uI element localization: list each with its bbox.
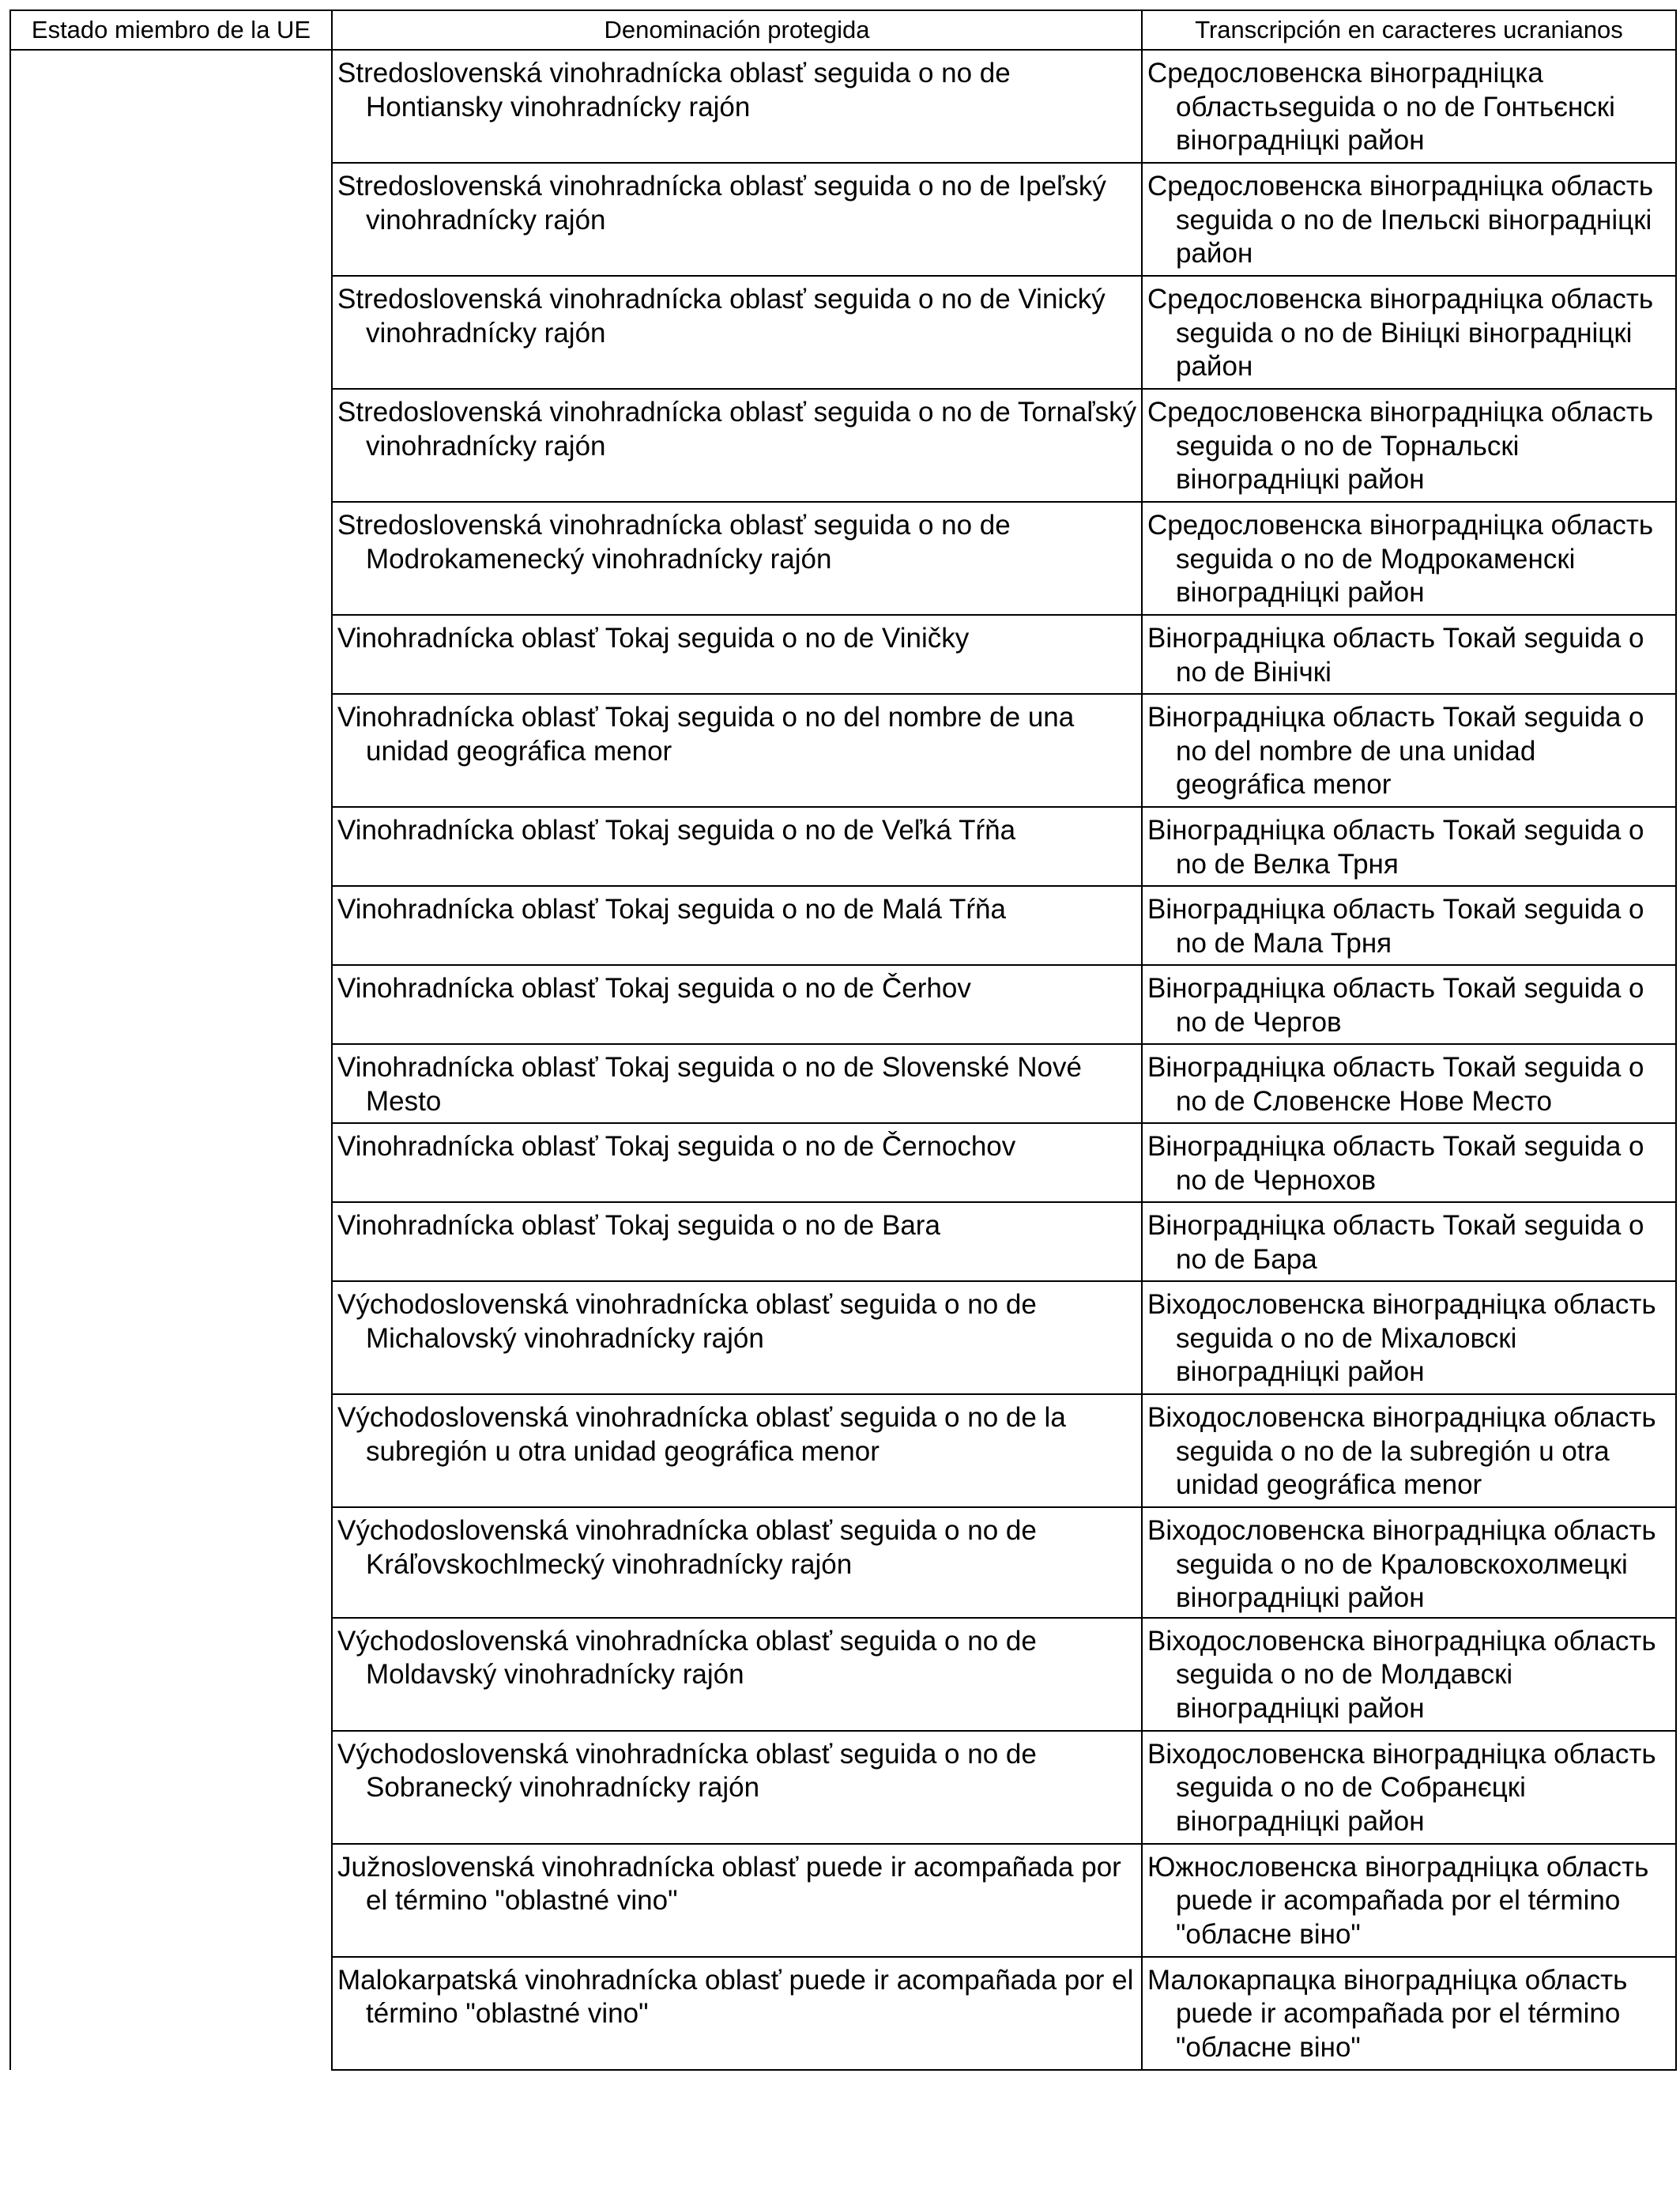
protected-name-cell: Vinohradnícka oblasť Tokaj seguida o no de Bara: [332, 1202, 1142, 1281]
protected-name-cell: Južnoslovenská vinohradnícka oblasť puede ir acompañada por el término "oblastné vino": [332, 1844, 1142, 1957]
transliteration-cell: Малокарпацка віноградніцка область puede ir acompañada por el término "обласне віно": [1142, 1957, 1676, 2070]
transliteration-cell: Средословенска віноградніцка область seguida o no de Вініцкі віноградніцкі район: [1142, 276, 1676, 389]
transliteration-cell: Віноградніцка область Токай seguida o no de Чернохов: [1142, 1123, 1676, 1202]
protected-name-cell: Vinohradnícka oblasť Tokaj seguida o no del nombre de una unidad geográfica menor: [332, 694, 1142, 807]
protected-name-cell: Východoslovenská vinohradnícka oblasť seguida o no de Sobranecký vinohradnícky rajón: [332, 1731, 1142, 1844]
transliteration-cell: Віходословенска віноградніцка область seguida o no de Краловскохолмецкі віноградніцкі район: [1142, 1507, 1676, 1618]
document-page: [9, 9, 1675, 2096]
protected-name-cell: Stredoslovenská vinohradnícka oblasť seguida o no de Hontiansky vinohradnícky rajón: [332, 50, 1142, 163]
protected-name-cell: Stredoslovenská vinohradnícka oblasť seguida o no de Ipeľský vinohradnícky rajón: [332, 163, 1142, 276]
protected-name-cell: Malokarpatská vinohradnícka oblasť puede ir acompañada por el término "oblastné vino": [332, 1957, 1142, 2070]
protected-name-cell: Východoslovenská vinohradnícka oblasť seguida o no de Kráľovskochlmecký vinohradnícky rajón: [332, 1507, 1142, 1618]
table-row: [10, 50, 1676, 163]
protected-name-cell: Vinohradnícka oblasť Tokaj seguida o no de Malá Tŕňa: [332, 886, 1142, 965]
transliteration-cell: Віноградніцка область Токай seguida o no de Мала Трня: [1142, 886, 1676, 965]
transliteration-cell: Віходословенска віноградніцка область seguida o no de Міхаловскі віноградніцкі район: [1142, 1281, 1676, 1394]
protected-name-cell: Vinohradnícka oblasť Tokaj seguida o no de Čerhov: [332, 965, 1142, 1044]
protected-name-cell: Stredoslovenská vinohradnícka oblasť seguida o no de Tornaľský vinohradnícky rajón: [332, 389, 1142, 502]
transliteration-cell: Средословенска віноградніцка область seguida o no de Торнальскі віноградніцкі район: [1142, 389, 1676, 502]
member-state-cell: [10, 50, 332, 2070]
protected-name-cell: Východoslovenská vinohradnícka oblasť seguida o no de la subregión u otra unidad geográfica menor: [332, 1394, 1142, 1507]
transliteration-cell: Віходословенска віноградніцка область seguida o no de Собранєцкі віноградніцкі район: [1142, 1731, 1676, 1844]
protected-name-cell: Východoslovenská vinohradnícka oblasť seguida o no de Michalovský vinohradnícky rajón: [332, 1281, 1142, 1394]
header-member-state: Estado miembro de la UE: [10, 10, 332, 50]
protected-name-cell: Východoslovenská vinohradnícka oblasť seguida o no de Moldavský vinohradnícky rajón: [332, 1618, 1142, 1731]
header-transliteration: Transcripción en caracteres ucranianos: [1142, 10, 1676, 50]
transliteration-cell: Віноградніцка область Токай seguida o no de Чергов: [1142, 965, 1676, 1044]
protected-name-cell: Stredoslovenská vinohradnícka oblasť seguida o no de Vinický vinohradnícky rajón: [332, 276, 1142, 389]
protected-name-cell: Vinohradnícka oblasť Tokaj seguida o no de Viničky: [332, 615, 1142, 694]
transliteration-cell: Віноградніцка область Токай seguida o no del nombre de una unidad geográfica menor: [1142, 694, 1676, 807]
transliteration-cell: Южнословенска віноградніцка область puede ir acompañada por el término "обласне віно": [1142, 1844, 1676, 1957]
transliteration-cell: Средословенска віноградніцка областьseguida o no de Гонтьєнскі віноградніцкі район: [1142, 50, 1676, 163]
protected-name-cell: Stredoslovenská vinohradnícka oblasť seguida o no de Modrokamenecký vinohradnícky rajón: [332, 502, 1142, 615]
protected-name-cell: Vinohradnícka oblasť Tokaj seguida o no de Veľká Tŕňa: [332, 807, 1142, 886]
table-body: [10, 50, 1676, 2070]
header-protected-name: Denominación protegida: [332, 10, 1142, 50]
protected-name-cell: Vinohradnícka oblasť Tokaj seguida o no de Černochov: [332, 1123, 1142, 1202]
transliteration-cell: Средословенска віноградніцка область seguida o no de Іпельскі віноградніцкі район: [1142, 163, 1676, 276]
designations-table: [9, 9, 1677, 2071]
transliteration-cell: Віходословенска віноградніцка область seguida o no de Молдавскі віноградніцкі район: [1142, 1618, 1676, 1731]
protected-name-cell: Vinohradnícka oblasť Tokaj seguida o no de Slovenské Nové Mesto: [332, 1044, 1142, 1123]
transliteration-cell: Віходословенска віноградніцка область seguida o no de la subregión u otra unidad geográfica menor: [1142, 1394, 1676, 1507]
transliteration-cell: Віноградніцка область Токай seguida o no de Велка Трня: [1142, 807, 1676, 886]
transliteration-cell: Віноградніцка область Токай seguida o no de Бара: [1142, 1202, 1676, 1281]
transliteration-cell: Віноградніцка область Токай seguida o no de Вінічкі: [1142, 615, 1676, 694]
transliteration-cell: Віноградніцка область Токай seguida o no de Словенске Нове Место: [1142, 1044, 1676, 1123]
transliteration-cell: Средословенска віноградніцка область seguida o no de Модрокаменскі віноградніцкі район: [1142, 502, 1676, 615]
table-header-row: [10, 10, 1676, 50]
